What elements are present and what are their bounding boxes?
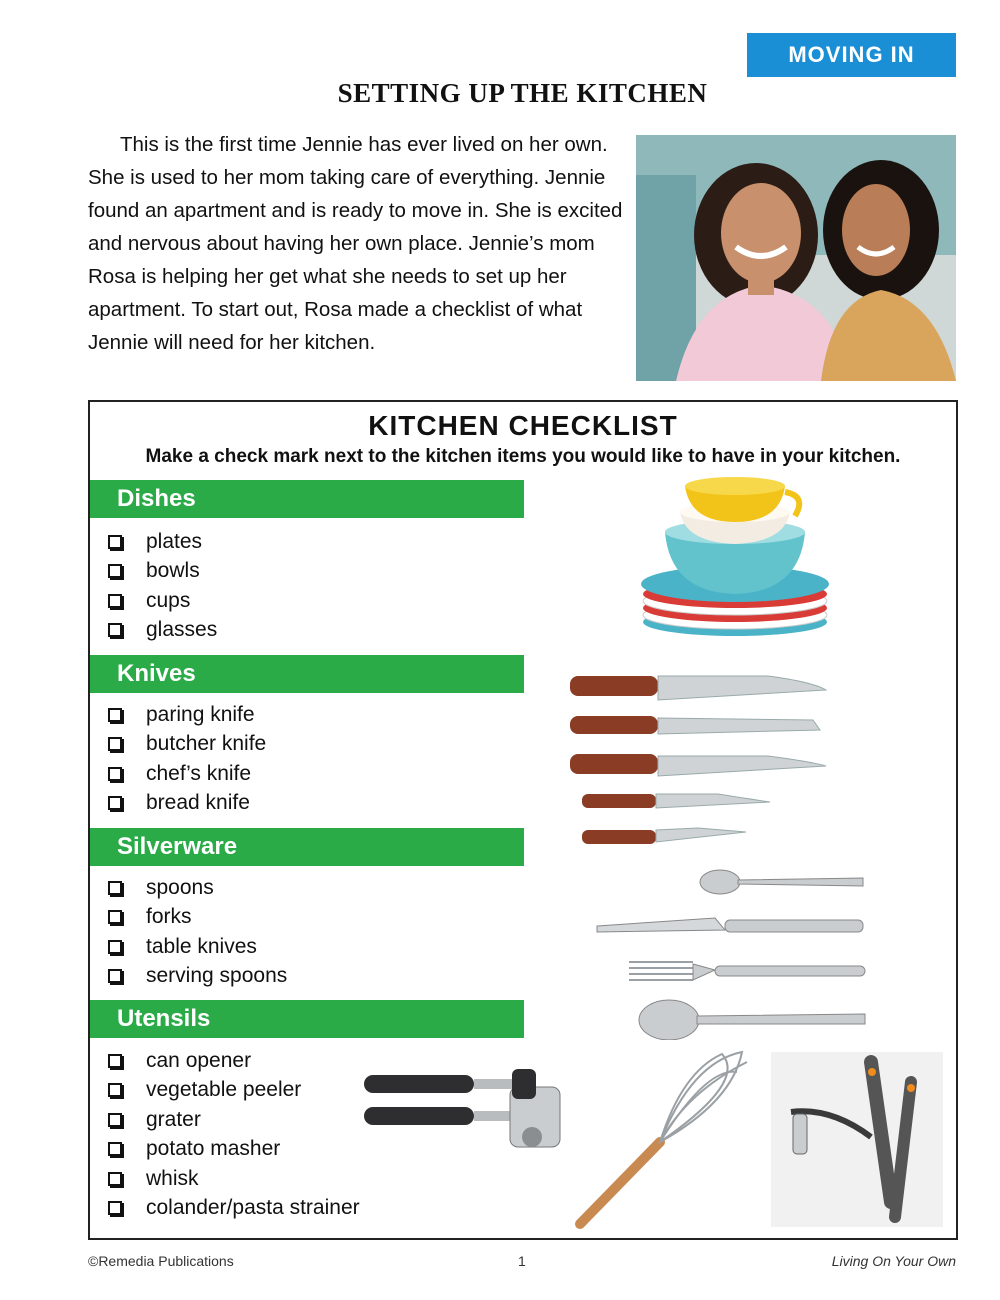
intro-text: This is the first time Jennie has ever lived on her own. She is used to her mom taking care of everything. Jennie found an apartment and is ready to move in. She is excited and nervous about having her own place. Jennie’s mom Rosa is helping her get what she needs to set up her apartment. To start out, Rosa made a checklist of what Jennie will need for her kitchen. <box>88 133 623 354</box>
footer-book-title: Living On Your Own <box>831 1253 956 1269</box>
item-label: glasses <box>146 618 218 642</box>
footer-page-number: 1 <box>518 1253 526 1269</box>
checklist-instructions: Make a check mark next to the kitchen items you would like to have in your kitchen. <box>145 446 901 467</box>
silverware-illustration <box>595 860 867 1040</box>
checkbox[interactable] <box>108 594 122 608</box>
checkbox[interactable] <box>108 1172 122 1186</box>
item-label: table knives <box>146 934 257 958</box>
dishes-illustration <box>635 472 835 642</box>
knives-list <box>108 700 266 818</box>
checkbox[interactable] <box>108 969 122 983</box>
category-dishes: Dishes <box>90 480 524 518</box>
mother-daughter-photo <box>636 135 956 381</box>
kitchen-checklist <box>88 400 958 1240</box>
category-utensils: Utensils <box>90 1000 524 1038</box>
checklist-item[interactable] <box>108 700 266 730</box>
checkbox[interactable] <box>108 708 122 722</box>
checklist-item[interactable] <box>108 1046 360 1076</box>
item-label: spoons <box>146 875 214 899</box>
checklist-item[interactable] <box>108 730 266 760</box>
item-label: plates <box>146 529 203 553</box>
page-title: SETTING UP THE KITCHEN <box>337 78 708 108</box>
checkbox[interactable] <box>108 910 122 924</box>
checklist-item[interactable] <box>108 616 217 646</box>
checklist-item[interactable] <box>108 1105 360 1135</box>
checkbox[interactable] <box>108 881 122 895</box>
item-label: can opener <box>146 1048 252 1072</box>
checkbox[interactable] <box>108 1113 122 1127</box>
checklist-item[interactable] <box>108 557 217 587</box>
checkbox[interactable] <box>108 796 122 810</box>
peeler-illustration <box>771 1052 943 1227</box>
item-label: whisk <box>146 1166 199 1190</box>
checklist-item[interactable] <box>108 1076 360 1106</box>
whisk-illustration <box>572 1042 754 1232</box>
silverware-list <box>108 873 287 991</box>
checkbox[interactable] <box>108 564 122 578</box>
checklist-item[interactable] <box>108 789 266 819</box>
checkbox[interactable] <box>108 737 122 751</box>
category-knives: Knives <box>90 655 524 693</box>
checkbox[interactable] <box>108 1083 122 1097</box>
item-label: potato masher <box>146 1137 281 1161</box>
checklist-item[interactable] <box>108 1164 360 1194</box>
checklist-item[interactable] <box>108 873 287 903</box>
item-label: forks <box>146 905 192 929</box>
checklist-item[interactable] <box>108 903 287 933</box>
checkbox[interactable] <box>108 1142 122 1156</box>
checkbox[interactable] <box>108 1201 122 1215</box>
item-label: serving spoons <box>146 964 288 988</box>
checkbox[interactable] <box>108 767 122 781</box>
item-label: paring knife <box>146 702 255 726</box>
footer-publisher: ©Remedia Publications <box>88 1253 234 1269</box>
item-label: colander/pasta strainer <box>146 1196 360 1220</box>
checklist-item[interactable] <box>108 527 217 557</box>
checklist-item[interactable] <box>108 962 287 992</box>
checklist-item[interactable] <box>108 932 287 962</box>
checklist-item[interactable] <box>108 1135 360 1165</box>
item-label: cups <box>146 588 191 612</box>
item-label: bowls <box>146 559 200 583</box>
dishes-list <box>108 527 217 645</box>
section-tag: MOVING IN <box>747 33 956 77</box>
category-silverware: Silverware <box>90 828 524 866</box>
checkbox[interactable] <box>108 535 122 549</box>
item-label: chef’s knife <box>146 761 252 785</box>
intro-paragraph <box>88 128 628 359</box>
knives-illustration <box>568 670 830 855</box>
item-label: bread knife <box>146 791 250 815</box>
can-opener-illustration <box>362 1067 574 1171</box>
checklist-item[interactable] <box>108 586 217 616</box>
checklist-item[interactable] <box>108 1194 360 1224</box>
checklist-title: KITCHEN CHECKLIST <box>368 410 678 441</box>
checklist-item[interactable] <box>108 759 266 789</box>
checkbox[interactable] <box>108 940 122 954</box>
item-label: grater <box>146 1107 201 1131</box>
checkbox[interactable] <box>108 623 122 637</box>
item-label: butcher knife <box>146 732 267 756</box>
checkbox[interactable] <box>108 1054 122 1068</box>
utensils-list <box>108 1046 360 1223</box>
item-label: vegetable peeler <box>146 1078 302 1102</box>
